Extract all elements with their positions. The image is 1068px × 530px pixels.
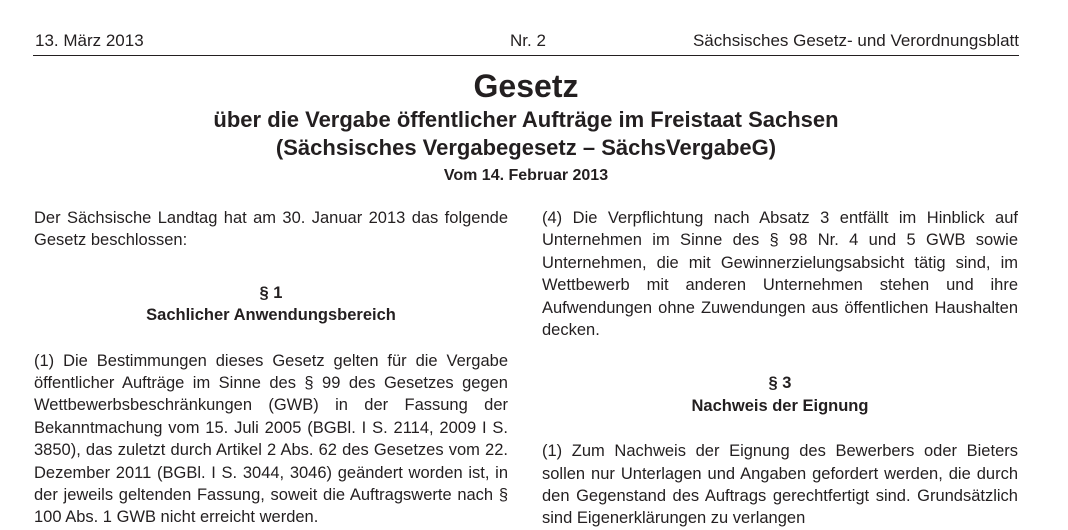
section-1-paragraph-1: (1) Die Bestimmungen dieses Gesetz gelten für die Vergabe öffentlicher Aufträge im Sinne des § 99 des Gesetzes gegen Wettbewerbsbeschränkungen (GWB) in der Fassung der Bekanntmachung vom 15. Juli 2005 (BGBl. I S. 2114, 2009 I S. 3850), das zuletzt durch Artikel 2 Abs. 62 des Gesetzes vom 22. Dezember 2011 (BGBl. I S. 3044, 3046) geändert worden ist, in der jeweils geltenden Fassung, soweit die Auftragswerte nach § 100 Abs. 1 GWB nicht erreicht werden. [34,351,508,527]
publication-name: Sächsisches Gesetz- und Verordnungsblatt [692,31,1019,50]
right-column [542,207,1018,530]
section-3-heading: Nachweis der Eignung [691,396,869,415]
law-title-block [0,66,1052,188]
law-short-title: (Sächsisches Vergabegesetz – SächsVergabeG) [275,135,777,160]
law-title: Gesetz [473,68,579,104]
section-2-paragraph-4: (4) Die Verpflichtung nach Absatz 3 entfällt im Hinblick auf Unternehmen im Sinne des § 98 Nr. 4 und 5 GWB sowie Unternehmen, die mit Gewinnerzielungsabsicht tätig sind, im Wettbewerb mit anderen Unternehmen stehen und ihre Aufwendungen ohne Zuwendungen aus öffentlichen Haushalten decken. [542,209,1018,340]
issue-date: 13. März 2013 [35,31,144,50]
enactment-clause: Der Sächsische Landtag hat am 30. Januar 2013 das folgende Gesetz beschlossen: [34,209,508,250]
header-rule [33,55,1019,56]
section-3-paragraph-1: (1) Zum Nachweis der Eignung des Bewerbers oder Bieters sollen nur Unterlagen und Angaben gefordert werden, die durch den Gegenstand des Auftrags gerechtfertigt sind. Grundsätzlich sind Eigenerklärungen zu verlangen [542,442,1018,528]
section-3-number: § 3 [768,374,792,393]
law-date: Vom 14. Februar 2013 [443,167,609,184]
law-subtitle: über die Vergabe öffentlicher Aufträge im Freistaat Sachsen [213,107,839,132]
left-column [34,207,508,529]
section-1-heading: Sachlicher Anwendungsbereich [146,306,396,325]
section-1-number: § 1 [259,283,283,302]
issue-number: Nr. 2 [510,31,546,50]
page-header [35,31,1019,53]
